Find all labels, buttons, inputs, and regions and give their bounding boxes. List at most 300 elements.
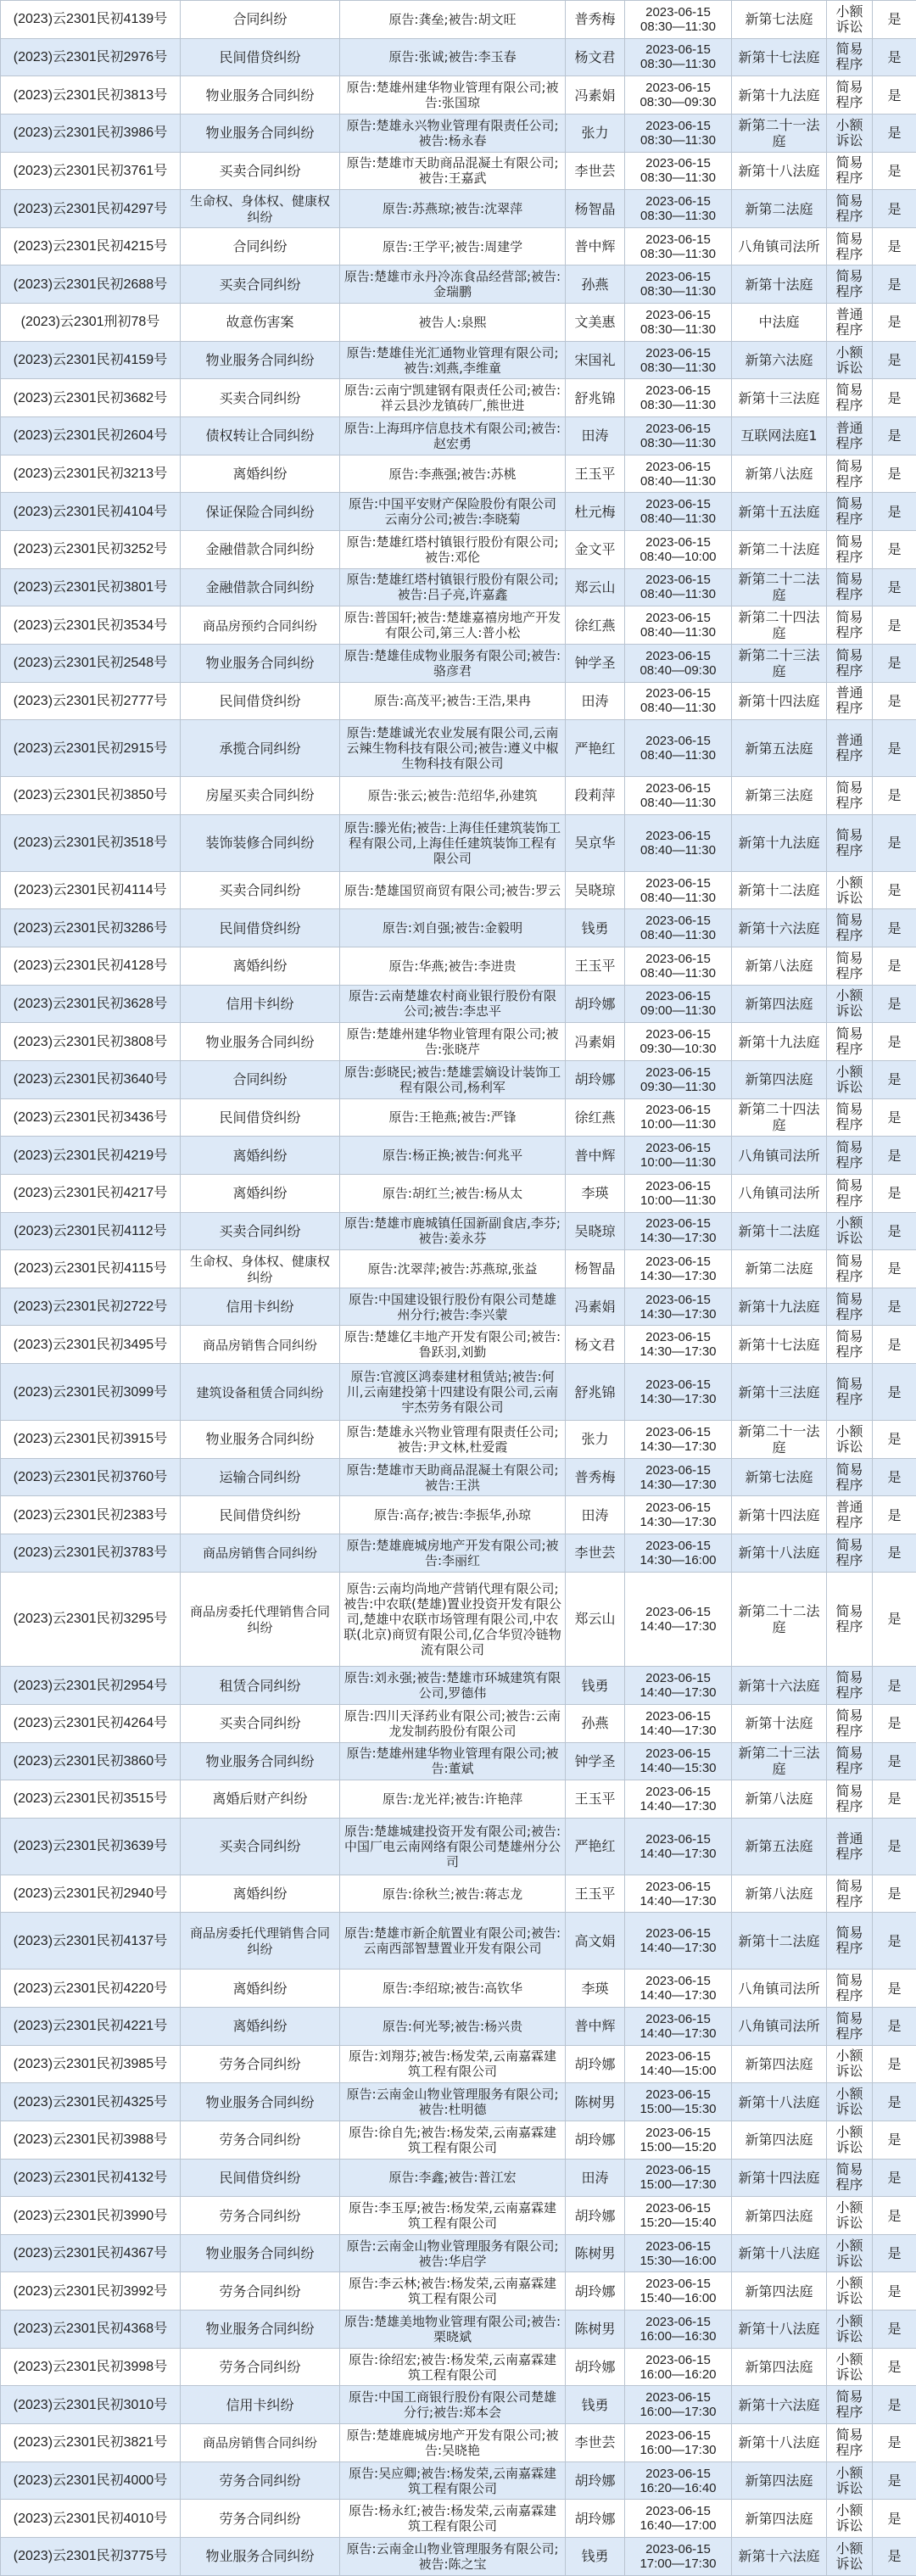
- judge-text: 张力: [581, 1431, 608, 1447]
- case-number-cell: [1, 2083, 181, 2121]
- cause-text: 租赁合同纠纷: [219, 1678, 300, 1694]
- public-flag-text: 是: [887, 617, 901, 634]
- public-flag-cell: [873, 871, 916, 909]
- case-number-cell: [1, 2045, 181, 2083]
- datetime-cell: [625, 1818, 732, 1875]
- public-flag-text: 是: [887, 2548, 901, 2564]
- judge-text: 冯素娟: [574, 87, 615, 103]
- table-row: [1, 1023, 916, 1061]
- public-flag-cell: [873, 455, 916, 493]
- case-number-cell: [1, 76, 181, 115]
- courtroom-text: 八角镇司法所: [738, 238, 819, 254]
- public-flag-cell: [873, 1780, 916, 1819]
- cause-cell: [181, 1970, 340, 2008]
- procedure-cell: [827, 152, 873, 190]
- hearing-time: 14:30—17:30: [640, 1392, 716, 1406]
- cause-cell: [181, 1875, 340, 1913]
- judge-cell: [566, 38, 625, 76]
- courtroom-text: 新第六法庭: [745, 352, 813, 368]
- procedure-text: 简易程序: [835, 534, 863, 565]
- parties-cell: [340, 341, 566, 379]
- parties-text: 原告:楚雄永兴物业管理有限责任公司;被告:尹文林,杜爱霞: [346, 1424, 558, 1455]
- parties-cell: [340, 777, 566, 815]
- hearing-time: 14:40—15:30: [640, 1761, 716, 1775]
- case-number-text: (2023)云2301民初3775号: [14, 2549, 167, 2563]
- judge-cell: [566, 814, 625, 871]
- hearing-date: 2023-06-15: [645, 497, 711, 511]
- table-row: [1, 38, 916, 76]
- case-number-text: (2023)云2301民初3992号: [14, 2284, 167, 2299]
- public-flag-cell: [873, 1818, 916, 1875]
- judge-text: 钱勇: [581, 920, 608, 936]
- parties-text: 原告:云南均尚地产营销代理有限公司;被告:中农联(楚雄)置业投资开发有限公司,楚雄中农联市场管理有限公司,中农联(北京)商贸有限公司,亿合华贸冷链物流有限公司: [344, 1581, 561, 1657]
- case-number-cell: [1, 1060, 181, 1098]
- public-flag-text: 是: [887, 466, 901, 482]
- public-flag-cell: [873, 1421, 916, 1459]
- datetime-cell: [625, 606, 732, 645]
- cause-cell: [181, 1137, 340, 1175]
- case-number-cell: [1, 777, 181, 815]
- hearing-date: 2023-06-15: [645, 1141, 711, 1155]
- parties-cell: [340, 871, 566, 909]
- public-flag-text: 是: [887, 1545, 901, 1561]
- case-number-cell: [1, 2272, 181, 2311]
- procedure-cell: [827, 1, 873, 39]
- public-flag-text: 是: [887, 277, 901, 293]
- procedure-text: 简易程序: [835, 1745, 863, 1776]
- parties-text: 原告:华燕;被告:李进贵: [388, 958, 516, 974]
- hearing-time: 14:30—17:30: [640, 1478, 716, 1492]
- cause-cell: [181, 2045, 340, 2083]
- case-number-text: (2023)云2301民初3286号: [14, 921, 167, 936]
- case-number-text: (2023)云2301民初4367号: [14, 2246, 167, 2260]
- public-flag-cell: [873, 2537, 916, 2575]
- datetime-cell: [625, 682, 732, 720]
- parties-cell: [340, 1288, 566, 1326]
- courtroom-text: 新第二十一法庭: [738, 1423, 819, 1456]
- datetime-cell: [625, 909, 732, 947]
- procedure-cell: [827, 1875, 873, 1913]
- procedure-cell: [827, 2272, 873, 2311]
- case-number-text: (2023)云2301刑初78号: [21, 315, 160, 329]
- hearing-time: 08:30—11:30: [640, 20, 716, 34]
- case-number-cell: [1, 1250, 181, 1288]
- parties-text: 原告:刘自强;被告:金毅明: [383, 920, 522, 936]
- case-number-cell: [1, 190, 181, 228]
- procedure-cell: [827, 1288, 873, 1326]
- case-number-cell: [1, 682, 181, 720]
- parties-cell: [340, 2272, 566, 2311]
- datetime-cell: [625, 1137, 732, 1175]
- case-number-text: (2023)云2301民初3495号: [14, 1338, 167, 1352]
- cause-cell: [181, 2500, 340, 2538]
- cause-cell: [181, 1496, 340, 1534]
- public-flag-cell: [873, 1970, 916, 2008]
- cause-text: 物业服务合同纠纷: [205, 655, 314, 671]
- parties-text: 原告:王学平;被告:周建学: [383, 239, 522, 254]
- procedure-text: 简易程序: [835, 2010, 863, 2042]
- procedure-text: 普通程序: [835, 732, 863, 763]
- cause-cell: [181, 2461, 340, 2500]
- table-row: [1, 1326, 916, 1364]
- hearing-time: 14:40—17:30: [640, 1685, 716, 1700]
- cause-text: 买卖合同纠纷: [219, 163, 300, 179]
- datetime-cell: [625, 1023, 732, 1061]
- courtroom-text: 新第四法庭: [745, 2208, 813, 2224]
- courtroom-cell: [732, 341, 827, 379]
- case-number-text: (2023)云2301民初3010号: [14, 2398, 167, 2412]
- parties-text: 原告:云南楚雄农村商业银行股份有限公司;被告:李忠平: [349, 988, 556, 1019]
- procedure-cell: [827, 455, 873, 493]
- parties-cell: [340, 1060, 566, 1098]
- courtroom-text: 新第十九法庭: [738, 1299, 819, 1315]
- case-number-cell: [1, 606, 181, 645]
- judge-cell: [566, 190, 625, 228]
- case-number-cell: [1, 1174, 181, 1212]
- case-number-text: (2023)云2301民初2383号: [14, 1508, 167, 1523]
- procedure-cell: [827, 1364, 873, 1421]
- table-row: [1, 227, 916, 265]
- case-number-cell: [1, 152, 181, 190]
- procedure-text: 小额诉讼: [835, 1215, 863, 1246]
- hearing-time: 16:00—16:20: [640, 2367, 716, 2382]
- case-number-cell: [1, 909, 181, 947]
- courtroom-text: 新第十二法庭: [738, 882, 819, 898]
- schedule-rows: [1, 1, 916, 2576]
- procedure-text: 简易程序: [835, 647, 863, 679]
- cause-text: 劳务合同纠纷: [219, 2132, 300, 2148]
- courtroom-cell: [732, 152, 827, 190]
- hearing-time: 15:00—17:30: [640, 2177, 716, 2192]
- courtroom-cell: [732, 455, 827, 493]
- case-number-text: (2023)云2301民初3783号: [14, 1545, 167, 1560]
- courtroom-cell: [732, 1137, 827, 1175]
- table-row: [1, 909, 916, 947]
- datetime-cell: [625, 1250, 732, 1288]
- hearing-time: 15:00—15:20: [640, 2140, 716, 2154]
- case-number-text: (2023)云2301民初3985号: [14, 2057, 167, 2071]
- case-number-text: (2023)云2301民初3534号: [14, 618, 167, 633]
- parties-text: 原告:高茂平;被告:王浩,果冉: [374, 693, 531, 708]
- parties-cell: [340, 1704, 566, 1742]
- public-flag-text: 是: [887, 2283, 901, 2299]
- case-number-cell: [1, 530, 181, 568]
- procedure-text: 小额诉讼: [835, 117, 863, 148]
- judge-text: 李世芸: [574, 2434, 615, 2450]
- case-number-text: (2023)云2301民初4159号: [14, 353, 167, 367]
- parties-text: 原告:高存;被告:李振华,孙琼: [374, 1507, 531, 1523]
- procedure-cell: [827, 720, 873, 777]
- case-number-cell: [1, 2424, 181, 2462]
- courtroom-text: 互联网法庭1: [740, 427, 817, 444]
- courtroom-text: 新第二十二法庭: [738, 1603, 819, 1635]
- case-number-text: (2023)云2301民初2548号: [14, 656, 167, 670]
- cause-text: 离婚纠纷: [232, 466, 287, 482]
- cause-cell: [181, 2272, 340, 2311]
- judge-text: 田涛: [581, 2170, 608, 2186]
- table-row: [1, 417, 916, 455]
- cause-text: 商品房委托代理销售合同纠纷: [190, 1925, 330, 1957]
- judge-text: 胡玲娜: [574, 2511, 615, 2527]
- cause-text: 承揽合同纠纷: [219, 740, 300, 757]
- procedure-text: 普通程序: [835, 306, 863, 338]
- parties-cell: [340, 1913, 566, 1970]
- datetime-cell: [625, 1060, 732, 1098]
- hearing-time: 09:00—11:30: [640, 1003, 716, 1018]
- datetime-cell: [625, 2537, 732, 2575]
- courtroom-cell: [732, 2386, 827, 2424]
- judge-text: 王玉平: [574, 1886, 615, 1902]
- procedure-cell: [827, 2537, 873, 2575]
- procedure-cell: [827, 1023, 873, 1061]
- cause-text: 物业服务合同纠纷: [205, 87, 314, 103]
- table-row: [1, 1137, 916, 1175]
- courtroom-text: 新第十五法庭: [738, 504, 819, 520]
- cause-cell: [181, 2386, 340, 2424]
- table-row: [1, 379, 916, 417]
- judge-text: 陈树男: [574, 2094, 615, 2110]
- courtroom-text: 新第八法庭: [745, 1886, 813, 1902]
- cause-cell: [181, 1913, 340, 1970]
- judge-cell: [566, 530, 625, 568]
- hearing-date: 2023-06-15: [645, 1027, 711, 1042]
- hearing-time: 08:40—11:30: [640, 843, 716, 858]
- cause-cell: [181, 1174, 340, 1212]
- parties-text: 原告:徐绍宏;被告:杨发荣,云南嘉霖建筑工程有限公司: [349, 2352, 556, 2383]
- public-flag-cell: [873, 568, 916, 606]
- hearing-date: 2023-06-15: [645, 2277, 711, 2291]
- courtroom-cell: [732, 1572, 827, 1667]
- hearing-date: 2023-06-15: [645, 2012, 711, 2026]
- courtroom-cell: [732, 1421, 827, 1459]
- cause-cell: [181, 1250, 340, 1288]
- public-flag-cell: [873, 38, 916, 76]
- hearing-date: 2023-06-15: [645, 2239, 711, 2254]
- table-row: [1, 1, 916, 39]
- parties-text: 原告:李云林;被告:杨发荣,云南嘉霖建筑工程有限公司: [349, 2276, 556, 2306]
- procedure-cell: [827, 1496, 873, 1534]
- courtroom-cell: [732, 227, 827, 265]
- hearing-date: 2023-06-15: [645, 1832, 711, 1847]
- procedure-cell: [827, 2083, 873, 2121]
- hearing-date: 2023-06-15: [645, 1463, 711, 1478]
- courtroom-text: 新第八法庭: [745, 958, 813, 974]
- datetime-cell: [625, 568, 732, 606]
- courtroom-cell: [732, 304, 827, 342]
- hearing-time: 08:30—09:30: [640, 95, 716, 109]
- procedure-cell: [827, 682, 873, 720]
- procedure-cell: [827, 2424, 873, 2462]
- public-flag-text: 是: [887, 163, 901, 179]
- procedure-text: 小额诉讼: [835, 2540, 863, 2572]
- judge-cell: [566, 720, 625, 777]
- courtroom-cell: [732, 1098, 827, 1137]
- parties-text: 原告:楚雄美地物业管理有限公司;被告:栗晓斌: [344, 2314, 561, 2344]
- judge-cell: [566, 871, 625, 909]
- table-row: [1, 2272, 916, 2311]
- table-row: [1, 720, 916, 777]
- datetime-cell: [625, 2424, 732, 2462]
- parties-text: 原告:胡红兰;被告:杨从太: [383, 1186, 522, 1201]
- parties-text: 原告:龚垒;被告:胡文旺: [388, 12, 516, 27]
- cause-cell: [181, 304, 340, 342]
- hearing-date: 2023-06-15: [645, 1179, 711, 1193]
- judge-text: 胡玲娜: [574, 2208, 615, 2224]
- hearing-time: 08:30—11:30: [640, 436, 716, 450]
- judge-cell: [566, 1326, 625, 1364]
- parties-cell: [340, 2386, 566, 2424]
- courtroom-cell: [732, 985, 827, 1023]
- cause-cell: [181, 644, 340, 682]
- datetime-cell: [625, 1780, 732, 1819]
- hearing-time: 08:30—11:30: [640, 360, 716, 375]
- table-row: [1, 1667, 916, 1705]
- cause-cell: [181, 152, 340, 190]
- parties-text: 被告人:泉熙: [418, 315, 486, 330]
- public-flag-text: 是: [887, 1753, 901, 1769]
- datetime-cell: [625, 530, 732, 568]
- parties-cell: [340, 2424, 566, 2462]
- table-row: [1, 1212, 916, 1250]
- public-flag-cell: [873, 682, 916, 720]
- public-flag-text: 是: [887, 2473, 901, 2489]
- table-row: [1, 1875, 916, 1913]
- hearing-date: 2023-06-15: [645, 2049, 711, 2064]
- courtroom-text: 新第二十二法庭: [738, 571, 819, 603]
- procedure-text: 简易程序: [835, 571, 863, 602]
- judge-text: 陈树男: [574, 2245, 615, 2261]
- courtroom-cell: [732, 76, 827, 115]
- hearing-time: 14:40—17:30: [640, 1724, 716, 1738]
- procedure-cell: [827, 1742, 873, 1780]
- case-number-cell: [1, 265, 181, 304]
- procedure-text: 简易程序: [835, 912, 863, 943]
- public-flag-text: 是: [887, 11, 901, 27]
- cause-text: 房屋买卖合同纠纷: [205, 787, 314, 803]
- table-row: [1, 341, 916, 379]
- procedure-text: 简易程序: [835, 1878, 863, 1909]
- case-number-cell: [1, 2008, 181, 2046]
- judge-cell: [566, 417, 625, 455]
- hearing-date: 2023-06-15: [645, 734, 711, 748]
- hearing-date: 2023-06-15: [645, 81, 711, 95]
- table-row: [1, 530, 916, 568]
- procedure-cell: [827, 1913, 873, 1970]
- public-flag-text: 是: [887, 1260, 901, 1277]
- parties-text: 原告:楚雄市新企航置业有限公司;被告:云南西部智慧置业开发有限公司: [344, 1925, 561, 1956]
- parties-text: 原告:楚雄国贸商贸有限公司;被告:罗云: [344, 883, 561, 898]
- courtroom-cell: [732, 1023, 827, 1061]
- parties-text: 原告:李燕强;被告:苏桃: [388, 467, 516, 482]
- public-flag-text: 是: [887, 1299, 901, 1315]
- cause-cell: [181, 1780, 340, 1819]
- judge-text: 胡玲娜: [574, 1071, 615, 1087]
- table-row: [1, 985, 916, 1023]
- public-flag-cell: [873, 2386, 916, 2424]
- cause-cell: [181, 777, 340, 815]
- procedure-cell: [827, 38, 873, 76]
- case-number-cell: [1, 2348, 181, 2386]
- hearing-date: 2023-06-15: [645, 952, 711, 966]
- datetime-cell: [625, 1458, 732, 1496]
- parties-cell: [340, 1326, 566, 1364]
- procedure-text: 简易程序: [835, 1101, 863, 1132]
- case-number-text: (2023)云2301民初3640号: [14, 1072, 167, 1087]
- procedure-text: 小额诉讼: [835, 344, 863, 376]
- courtroom-cell: [732, 530, 827, 568]
- judge-text: 郑云山: [574, 579, 615, 595]
- procedure-text: 简易程序: [835, 41, 863, 72]
- public-flag-cell: [873, 720, 916, 777]
- courtroom-text: 新第四法庭: [745, 2283, 813, 2299]
- judge-text: 吴京华: [574, 835, 615, 851]
- table-row: [1, 871, 916, 909]
- datetime-cell: [625, 947, 732, 986]
- judge-text: 文美惠: [574, 314, 615, 330]
- table-row: [1, 455, 916, 493]
- table-row: [1, 1174, 916, 1212]
- judge-text: 徐红燕: [574, 617, 615, 634]
- cause-text: 物业服务合同纠纷: [205, 2094, 314, 2110]
- public-flag-text: 是: [887, 958, 901, 974]
- hearing-date: 2023-06-15: [645, 1065, 711, 1080]
- hearing-time: 08:40—11:30: [640, 928, 716, 942]
- judge-cell: [566, 2234, 625, 2272]
- public-flag-text: 是: [887, 1034, 901, 1050]
- judge-text: 冯素娟: [574, 1299, 615, 1315]
- courtroom-text: 新第十法庭: [745, 277, 813, 293]
- table-row: [1, 2121, 916, 2159]
- procedure-text: 简易程序: [835, 1328, 863, 1360]
- case-number-text: (2023)云2301民初4114号: [14, 883, 166, 897]
- judge-cell: [566, 1250, 625, 1288]
- parties-text: 原告:吴应卿;被告:杨发荣,云南嘉霖建筑工程有限公司: [349, 2466, 556, 2496]
- judge-text: 普中辉: [574, 238, 615, 254]
- judge-text: 田涛: [581, 693, 608, 709]
- procedure-cell: [827, 1818, 873, 1875]
- public-flag-text: 是: [887, 238, 901, 254]
- public-flag-cell: [873, 606, 916, 645]
- judge-cell: [566, 568, 625, 606]
- procedure-text: 小额诉讼: [835, 2048, 863, 2079]
- parties-cell: [340, 1534, 566, 1572]
- case-number-cell: [1, 2197, 181, 2235]
- case-number-cell: [1, 2159, 181, 2197]
- case-number-text: (2023)云2301民初4139号: [14, 12, 167, 26]
- judge-text: 胡玲娜: [574, 2056, 615, 2072]
- parties-cell: [340, 1421, 566, 1459]
- judge-cell: [566, 2348, 625, 2386]
- case-number-text: (2023)云2301民初4215号: [14, 239, 167, 254]
- public-flag-cell: [873, 1496, 916, 1534]
- judge-text: 郑云山: [574, 1611, 615, 1627]
- public-flag-cell: [873, 114, 916, 152]
- courtroom-cell: [732, 1818, 827, 1875]
- parties-text: 原告:楚雄佳成物业服务有限公司;被告:骆彦君: [344, 648, 561, 679]
- hearing-date: 2023-06-15: [645, 2315, 711, 2329]
- courtroom-text: 新第十二法庭: [738, 1223, 819, 1239]
- procedure-text: 普通程序: [835, 420, 863, 451]
- courtroom-cell: [732, 493, 827, 531]
- procedure-cell: [827, 530, 873, 568]
- parties-text: 原告:中国工商银行股份有限公司楚雄分行;被告:郑本会: [349, 2389, 556, 2420]
- hearing-date: 2023-06-15: [645, 1605, 711, 1619]
- hearing-date: 2023-06-15: [645, 194, 711, 209]
- hearing-date: 2023-06-15: [645, 42, 711, 57]
- judge-cell: [566, 1212, 625, 1250]
- case-number-text: (2023)云2301民初2604号: [14, 428, 167, 443]
- courtroom-cell: [732, 2121, 827, 2159]
